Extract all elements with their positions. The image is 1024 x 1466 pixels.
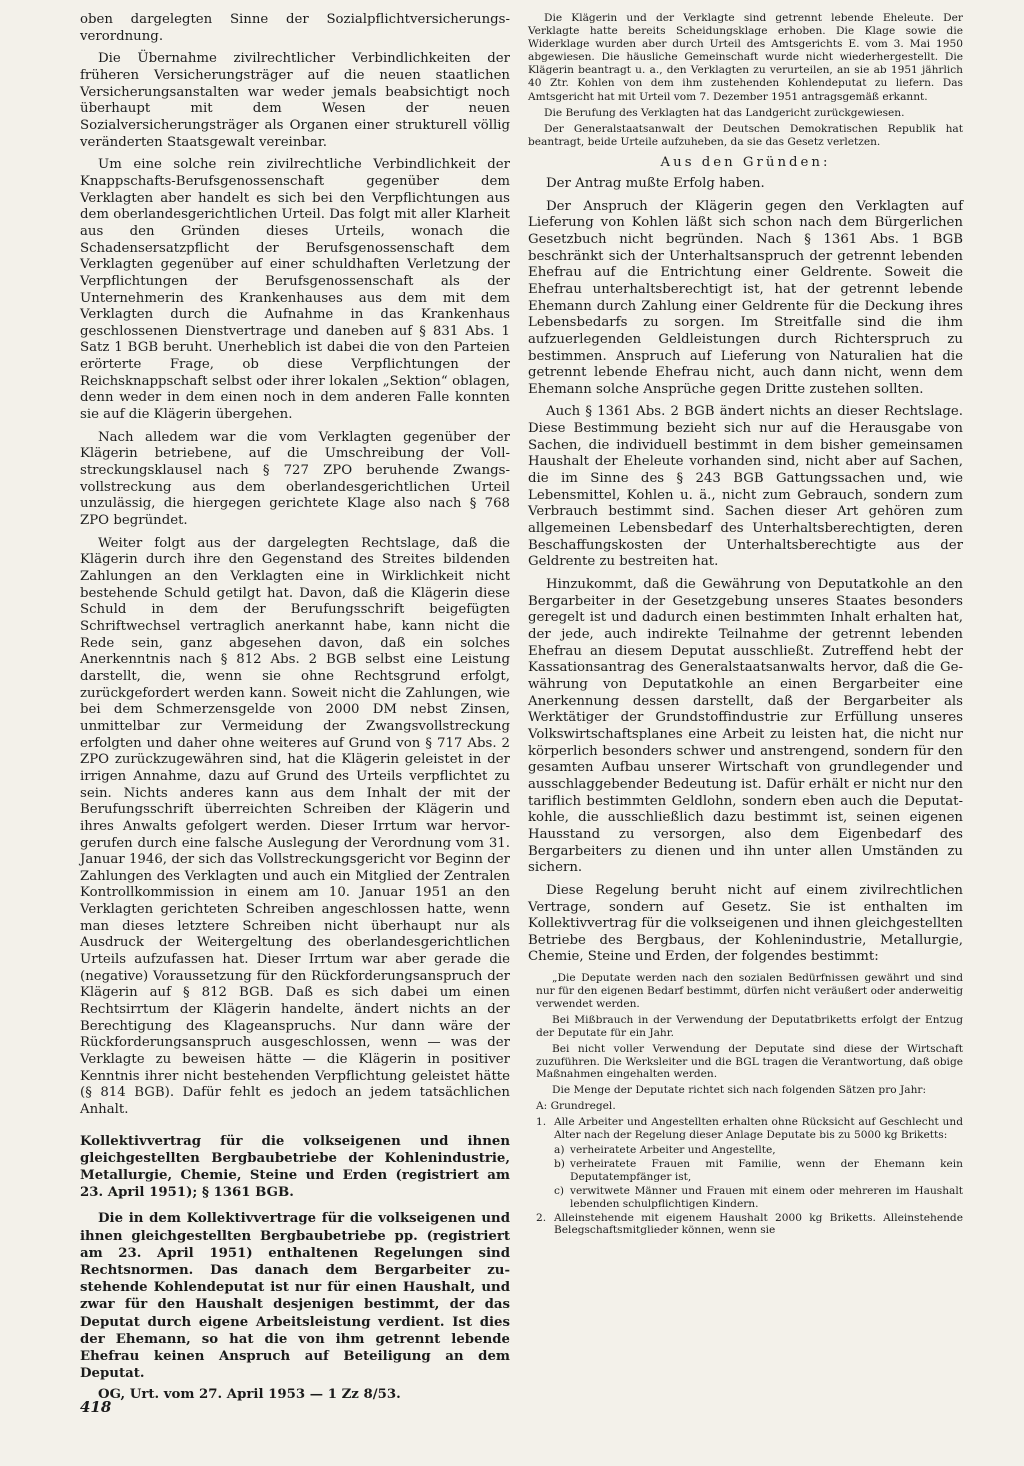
paragraph: Um eine solche rein zivilrechtliche Verbindlichkeit der Knappschafts-Berufsgenossenschaft gegenüber dem Verklagten aber handelt es sich bei den Verpflichtungen aus dem oberlandesgerichtlichen Urteil. Das folgt mit aller Klarheit aus den Gründen dieses Urteils, wonach die Schadensersatzpflicht der Berufsgenossenschaft dem Verklagten gegenüber auf einer schuldhaften Verletzung der Verpflichtungen der Berufsgenossenschaft als der Unternehmerin des Krankenhauses aus dem mit dem Verklagten durch die Aufnahme in das Krankenhaus geschlossenen Dienstvertrage und daneben auf § 831 Abs. 1 Satz 1 BGB beruht. Unerheblich ist dabei die von den Parteien erörterte Frage, ob diese Verpflichtungen der Reichsknappschaft selbst oder ihrer lokalen „Sektion“ oblagen, denn weder in dem einen noch in dem anderen Falle konnten sie auf die Klägerin übergehen. [80, 157, 510, 423]
list-marker: c) [554, 1184, 565, 1197]
paragraph: Der Anspruch der Klägerin gegen den Verklagten auf Lieferung von Kohlen läßt sich schon nach dem Bürgerlichen Gesetzbuch nicht begründen. Nach § 1361 Abs. 1 BGB beschränkt sich der Unterhaltsanspruch der getrennt lebenden Ehefrau auf die Entrichtung einer Geldrente. Soweit die Ehefrau unterhaltsberechtigt ist, hat der getrennt lebende Ehemann durch Zahlung einer Geldrente für die Deckung ihres Lebensbedarfs zu sorgen. Im Streitfalle sind die ihm aufzuerlegenden Geldleistungen durch Richterspruch zu bestimmen. Anspruch auf Lieferung von Naturalien hat die getrennt lebende Ehefrau nicht, auch dann nicht, wenn dem Ehemann solche Ansprüche gegen Dritte zustehen sollten. [528, 198, 963, 397]
quote-paragraph: „Die Deputate werden nach den sozialen Bedürfnissen gewährt und sind nur für den eigenen Bedarf bestimmt, dürfen nicht veräußert oder anderweitig verwendet werden. [536, 972, 963, 1010]
headnote: Die in dem Kollektivvertrage für die volkseigenen und ihnen gleichgestellten Bergbaubetriebe pp. (registriert am 23. April 1951) enthaltenen Regelungen sind Rechtsnormen. Das danach dem Bergarbeiter zustehende Kohlendeputat ist nur für einen Haushalt, und zwar für den Haushalt desjenigen bestimmt, der das Deputat durch eigene Arbeitsleistung verdient. Ist dies der Ehemann, so hat die von ihm getrennt lebende Ehefrau keinen Anspruch auf Beteiligung an dem Deputat. [80, 1211, 510, 1382]
right-column [528, 12, 963, 1239]
list-text: Alle Arbeiter und Angestellten erhalten ohne Rücksicht auf Geschlecht und Alter nach der Regelung dieser Anlage Deputate bis zu 5000 kg Briketts: [554, 1116, 963, 1142]
paragraph: Die Übernahme zivilrechtlicher Verbindlichkeiten der früheren Versicherungsträger auf die neuen staatlichen Versicherungsanstalten war weder jemals beabsichtigt noch überhaupt mit dem Wesen der neuen Sozialversicherungsträger als Organen einer strukturell völlig veränderten Staatsgewalt vereinbar. [80, 51, 510, 150]
facts-paragraph: Der Generalstaatsanwalt der Deutschen Demokratischen Republik hat beantragt, beide Urteile aufzuheben, da sie das Gesetz verletzen. [528, 122, 963, 148]
grounds-heading: Aus den Gründen: [660, 154, 831, 170]
list-marker: b) [554, 1157, 565, 1170]
sub-list-item [554, 1185, 963, 1211]
page-number: 418 [80, 1398, 112, 1416]
list-marker: a) [554, 1144, 565, 1156]
paragraph: Nach alledem war die vom Verklagten gegenüber der Klägerin betriebene, auf die Umschreibung der Vollstreckungsklausel nach § 727 ZPO beruhende Zwangsvollstreckung aus dem oberlandesgerichtlichen Urteil unzulässig, die hiergegen gerichtete Klage also nach § 768 ZPO begründet. [80, 429, 510, 529]
left-column [80, 12, 510, 1403]
case-heading: Kollektivvertrag für die volkseigenen und ihnen gleichgestellten Bergbaubetriebe der Kohlenindustrie, Metallurgie, Chemie, Steine und Erden (registriert am 23. April 1951); § 1361 BGB. [80, 1133, 510, 1201]
paragraph: oben dargelegten Sinne der Sozialpflichtversicherungsverordnung. [80, 12, 510, 44]
quote-paragraph: Die Menge der Deputate richtet sich nach folgenden Sätzen pro Jahr: [552, 1084, 927, 1097]
list-text: Alleinstehende mit eigenem Haushalt 2000 kg Briketts. Alleinstehende Belegschaftsmitglieder können, wenn sie [554, 1211, 963, 1237]
paragraph: Hinzukommt, daß die Gewährung von Deputatkohle an den Bergarbeiter in der Gesetzgebung unseres Staates besonders geregelt ist und dadurch einen bestimmten Inhalt erhalten hat, der jede, auch indirekte Teilnahme der getrennt lebenden Ehefrau an diesem Deputat ausschließt. Zutreffend hebt der Kassationsantrag des Generalstaatsanwalts hervor, daß die Gewährung von Deputatkohle an einen Bergarbeiter eine Anerkennung dessen darstellt, daß der Bergarbeiter als Werktätiger der Grundstoffindustrie zur Erfüllung unseres Volkswirtschaftsplanes eine Arbeit zu leisten hat, die nicht nur körperlich besonders schwer und anstrengend, sondern für den gesamten Aufbau unserer Wirtschaft von grundlegender und ausschlaggebender Bedeutung ist. Dafür erhält er nicht nur den tariflich bestimmten Geldlohn, sondern eben auch die Deputatkohle, die ausschließlich dazu bestimmt ist, seinen eigenen Hausstand zu versorgen, also dem Eigenbedarf des Bergarbeiters zu dienen und ihn unter allen Umständen zu sichern. [528, 577, 963, 876]
paragraph: Der Antrag mußte Erfolg haben. [546, 175, 765, 191]
rule-label: A: Grundregel. [536, 1100, 616, 1113]
list-item [536, 1212, 963, 1238]
list-text: verwitwete Männer und Frauen mit einem oder mehreren im Haushalt lebenden schulpflichtigen Kindern. [570, 1184, 963, 1210]
sub-list-item [554, 1158, 963, 1184]
list-item [536, 1116, 963, 1142]
paragraph: Weiter folgt aus der dargelegten Rechtslage, daß die Klägerin durch ihre den Gegenstand des Streites bildenden Zahlungen an den Verklagten eine in Wirklichkeit nicht bestehende Schuld getilgt hat. Davon, daß die Klägerin diese Schuld in dem der Berufungsschrift beigefügten Schriftwechsel vertraglich anerkannt habe, kann nicht die Rede sein, ganz abgesehen davon, daß ein solches Anerkenntnis nach § 812 Abs. 2 BGB selbst eine Leistung darstellt, die, wenn sie ohne Rechtsgrund erfolgt, zurückgefordert werden kann. Soweit nicht die Zahlungen, wie bei dem Schmerzensgelde von 2000 DM nebst Zinsen, unmittelbar zur Vermeidung der Zwangsvollstreckung erfolgten und daher ohne weiteres auf Grund von § 717 Abs. 2 ZPO zurückzugewähren sind, hat die Klägerin geleistet in der irrigen Annahme, dazu auf Grund des Urteils verpflichtet zu sein. Nichts anderes kann aus dem Inhalt der mit der Berufungsschrift überreichten Schreiben der Klägerin und ihres Anwalts gefolgert werden. Dieser Irrtum war hervorgerufen durch eine falsche Auslegung der Verordnung vom 31. Januar 1946, der sich das Vollstreckungsgericht vor Beginn der Zahlungen des Verklagten und auch ein Mitglied der Zentralen Kontrollkommission in einem am 10. Januar 1951 an den Verklagten gerichteten Schreiben angeschlossen hatte, wenn man dieses letztere Schreiben nicht überhaupt nur als Ausdruck der Weitergeltung des oberlandesgerichtlichen Urteils aufzufassen hat. Dieser Irrtum war aber gerade die (negative) Voraussetzung für den Rückforderungsanspruch der Klägerin auf § 812 BGB. Daß es sich dabei um einen Rechtsirrtum der Klägerin handelte, ändert nichts an der Berechtigung des Klageanspruchs. Nur dann wäre der Rückforderungsanspruch ausgeschlossen, wenn — was der Verklagte zu beweisen hätte — die Klägerin in positiver Kenntnis ihrer nicht bestehenden Verpflichtung geleistet hätte (§ 814 BGB). Dafür fehlt es jedoch an jedem tatsächlichen Anhalt. [80, 535, 510, 1117]
list-text: verheiratete Frauen mit Familie, wenn der Ehemann kein Deputatempfänger ist, [570, 1157, 963, 1183]
list-text: verheiratete Arbeiter und Angestellte, [570, 1144, 776, 1156]
list-marker: 2. [536, 1211, 547, 1224]
facts-paragraph: Die Berufung des Verklagten hat das Landgericht zurückgewiesen. [544, 106, 905, 119]
case-citation: OG, Urt. vom 27. April 1953 — 1 Zz 8/53. [98, 1386, 401, 1402]
facts-paragraph: Die Klägerin und der Verklagte sind getrennt lebende Eheleute. Der Verklagte hatte bereits Scheidungsklage erhoben. Die Klage sowie die Widerklage wurden aber durch Urteil des Amtsgerichts E. vom 3. Mai 1950 abgewiesen. Die häusliche Gemeinschaft wurde nicht wiederhergestellt. Die Klägerin beantragt u. a., den Verklagten zu verurteilen, an sie ab 1951 jährlich 40 Ztr. Kohlen von dem ihm zustehenden Kohlendeputat zu liefern. Das Amtsgericht hat mit Urteil vom 7. Dezember 1951 antragsgemäß erkannt. [528, 12, 963, 103]
paragraph: Diese Regelung beruht nicht auf einem zivilrechtlichen Vertrage, sondern auf Gesetz. Sie ist enthalten im Kollektivvertrag für die volkseigenen und ihnen gleichgestellten Betriebe des Bergbaus, der Kohlenindustrie, Metallurgie, Chemie, Steine und Erden, der folgendes bestimmt: [528, 882, 963, 965]
quote-paragraph: Bei Mißbrauch in der Verwendung der Deputatbriketts erfolgt der Entzug der Deputate für ein Jahr. [536, 1013, 963, 1039]
list-marker: 1. [536, 1116, 547, 1129]
sub-list-item [554, 1144, 963, 1157]
quote-paragraph: Bei nicht voller Verwendung der Deputate sind diese der Wirtschaft zuzuführen. Die Werksleiter und die BGL tragen die Verantwortung, daß obige Maßnahmen eingehalten werden. [536, 1042, 963, 1081]
paragraph: Auch § 1361 Abs. 2 BGB ändert nichts an dieser Rechtslage. Diese Bestimmung bezieht sich nur auf die Herausgabe von Sachen, die individuell bestimmt in dem bisher gemeinsamen Haushalt der Eheleute vorhanden sind, nicht aber auf Sachen, die im Sinne des § 243 BGB Gattungssachen und, wie Lebensmittel, Kohlen u. ä., nicht zum Gebrauch, sondern zum Verbrauch bestimmt sind. Sachen dieser Art gehören zum allgemeinen Lebensbedarf des Unterhaltsberechtigten, deren Beschaffungskosten der Unterhaltsberechtigte aus der Geldrente zu bestreiten hat. [528, 404, 963, 570]
